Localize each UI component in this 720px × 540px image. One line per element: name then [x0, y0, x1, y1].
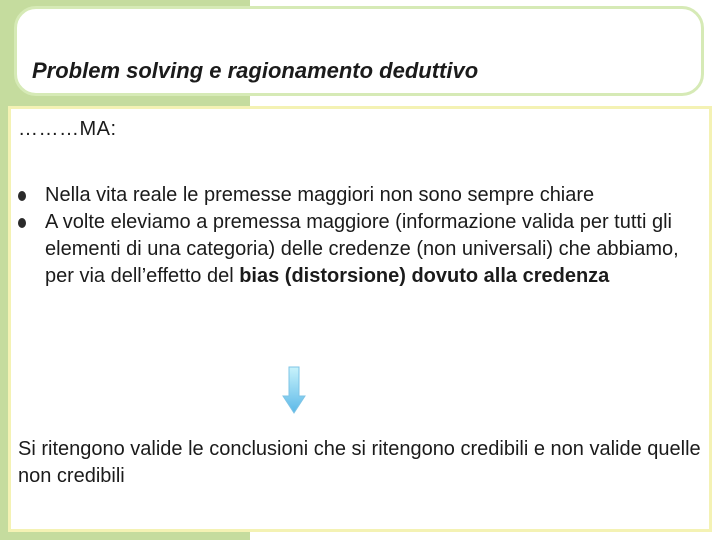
intro-text: ………MA: — [18, 118, 117, 140]
bullet-dot-icon — [18, 218, 26, 228]
slide-title: Problem solving e ragionamento deduttivo — [32, 58, 479, 83]
bullet-text-2: A volte eleviamo a premessa maggiore (informazione valida per tutti gli elementi di una categoria) delle credenze (non universali) che abbiamo, per via dell’effetto del — [45, 211, 679, 287]
bullet-bold-bias: bias — [239, 265, 280, 287]
bullet-bold-distorsione: (distorsione) dovuto alla credenza — [284, 265, 610, 287]
bullet-item-2 — [18, 209, 698, 290]
arrow-down-icon — [282, 366, 306, 414]
bullet-list — [18, 182, 698, 290]
bullet-item-1 — [18, 182, 698, 209]
bullet-text-1: Nella vita reale le premesse maggiori non sono sempre chiare — [45, 184, 595, 206]
conclusion-text: Si ritengono valide le conclusioni che si ritengono credibili e non valide quelle non credibili — [18, 438, 701, 487]
bullet-dot-icon — [18, 191, 26, 201]
